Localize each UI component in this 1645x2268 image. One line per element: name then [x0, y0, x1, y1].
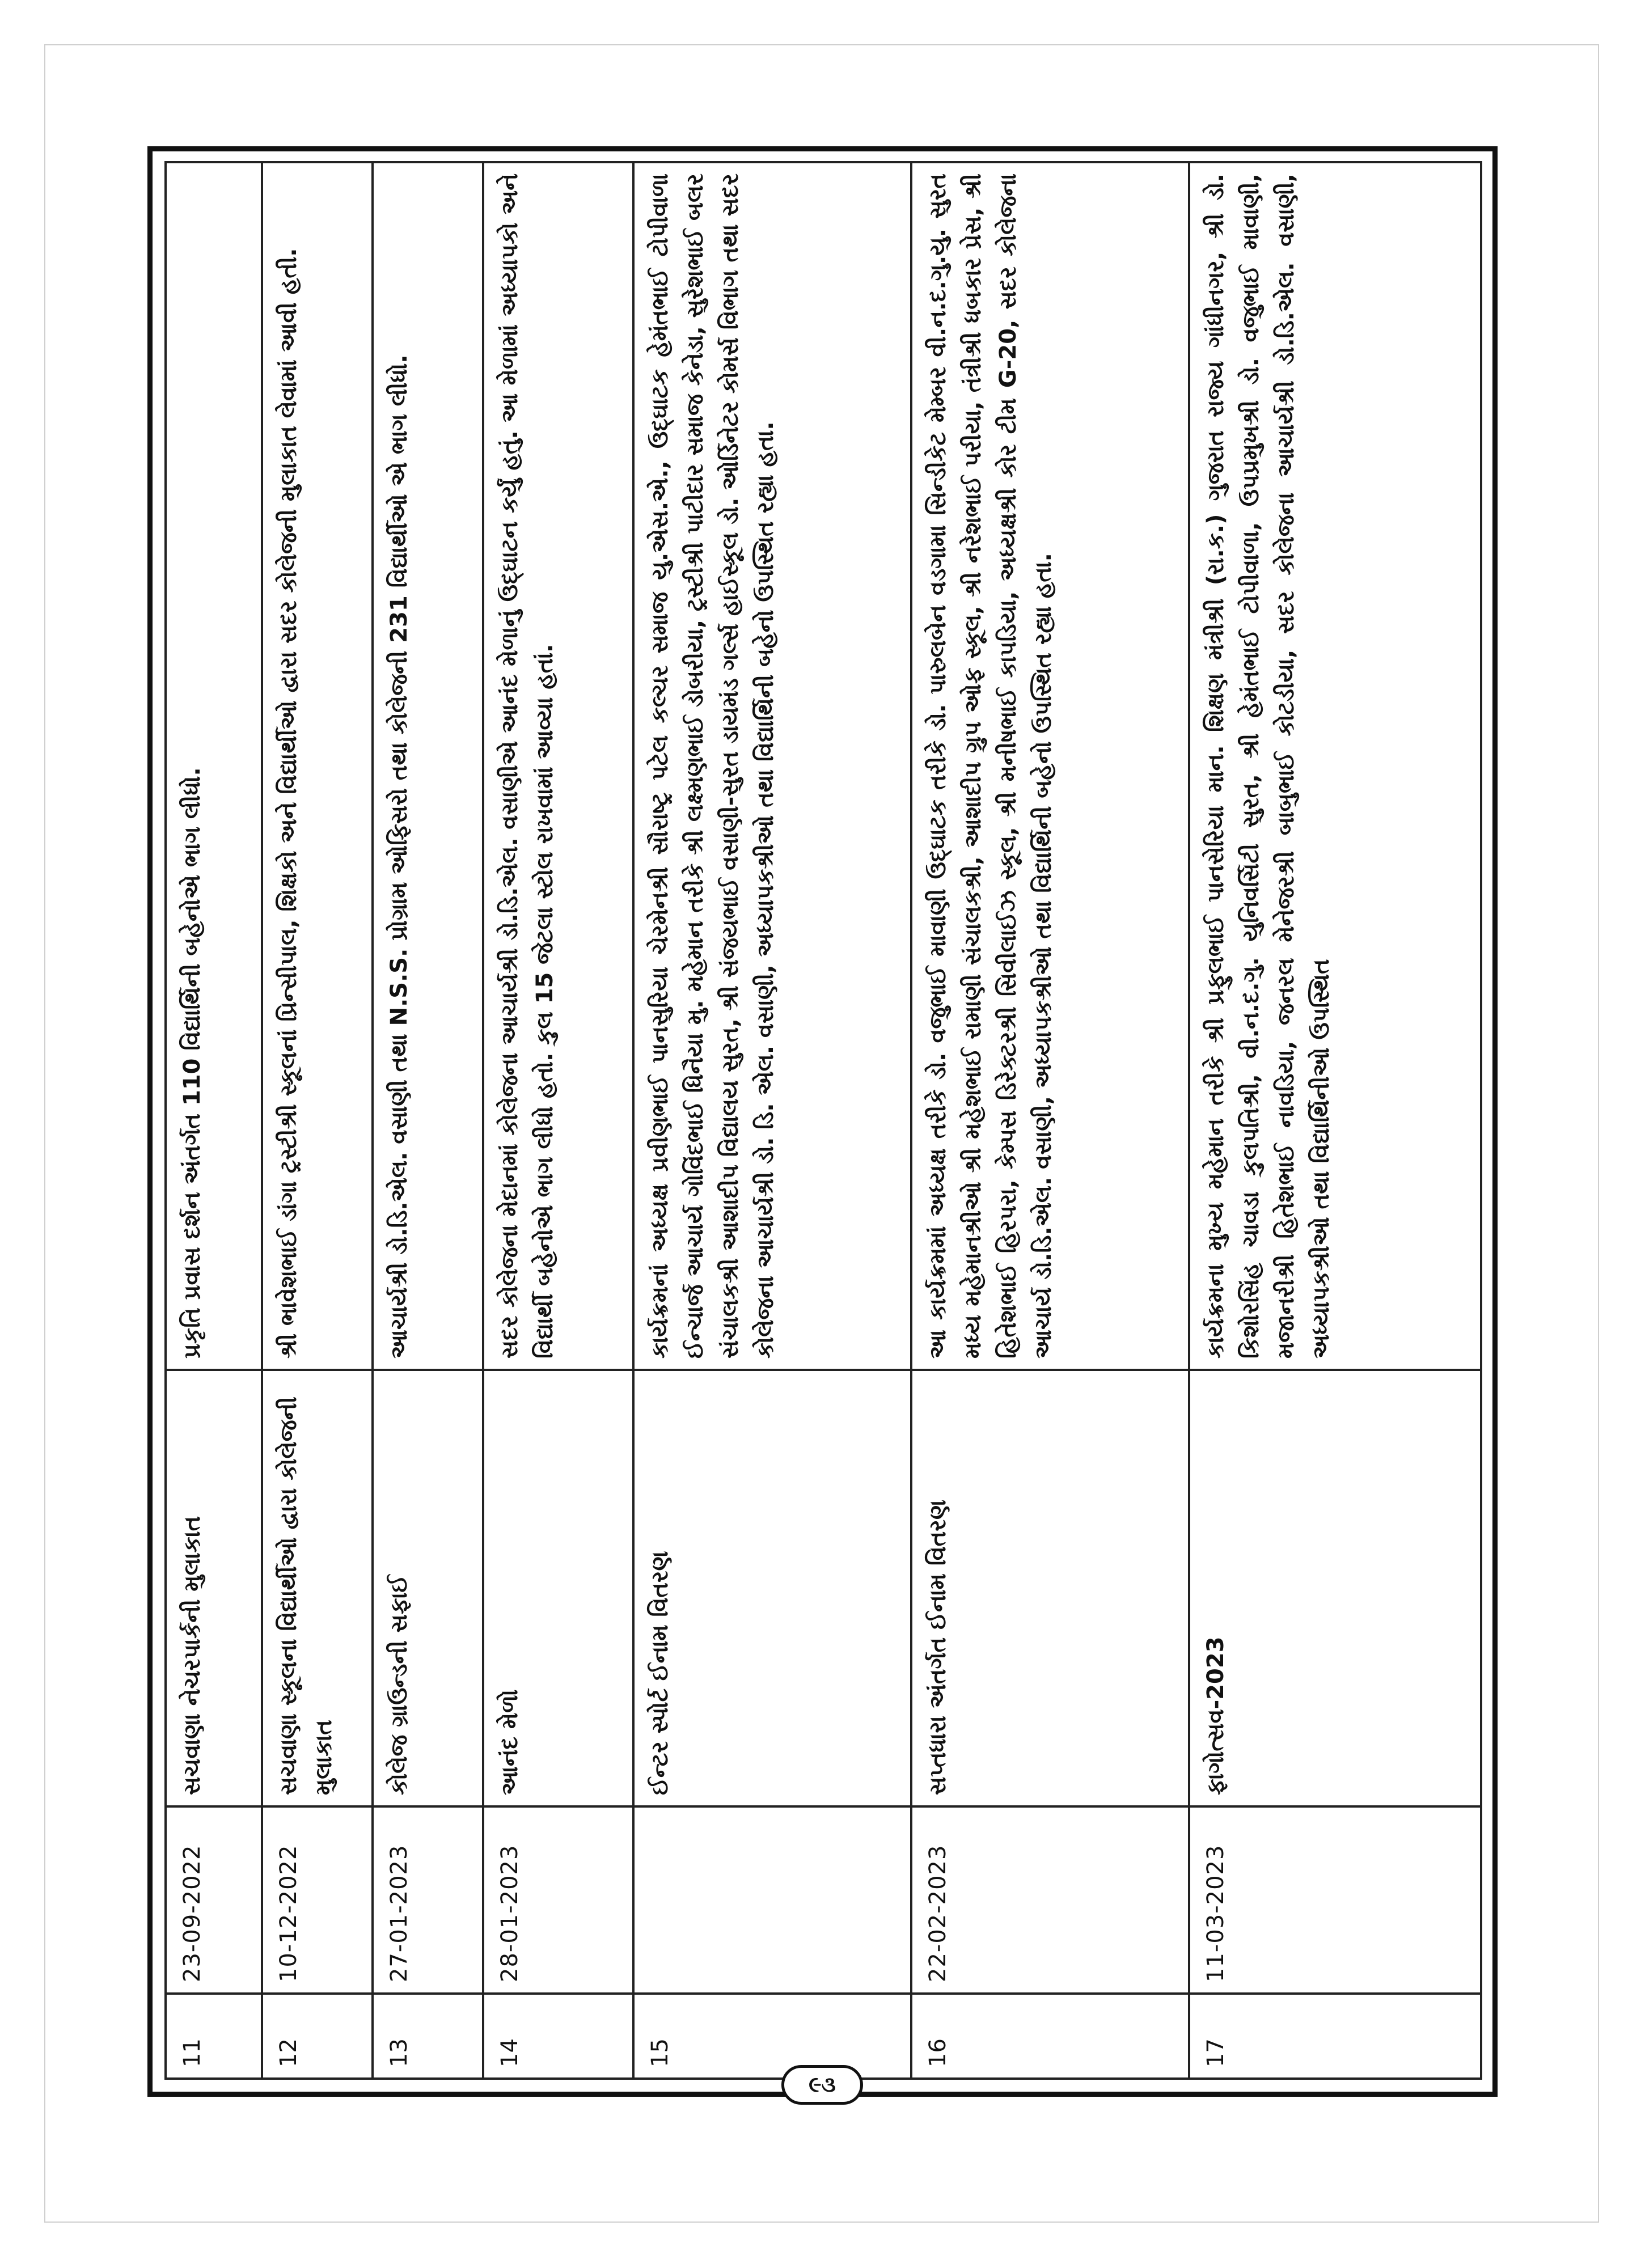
- row-detail: કાર્યક્રમનાં અધ્યક્ષ પ્રવીણભાઈ પાનસુરિયા ચેરમેનશ્રી સૌરાષ્ટ્ર પટેલ કલ્ચર સમાજ યુ.એસ.એ., ઉદ્ઘાટક હેમંતભાઈ ટોપીવાળા ઈન્ચાર્જ આચાર્ય ગોવિંદભાઈ ધિનૈયા મુ. મહેમાન તરીકે શ્રી લક્ષ્મણભાઈ ડોબરીયા, ટ્રસ્ટીશ્રી પાટીદાર સમાજ કેનેડા, સુરેશભાઈ બલર સંચાલકશ્રી આશાદીપ વિદ્યાલય સુરત, શ્રી સંજયભાઈ વસાણી-સુરત ડાયમંડ ગર્લ્સ હાઈસ્કૂલ ડો. ઓર્ડિનેટર કોમર્સ વિભાગ તથા સદર કોલેજના આચાર્યશ્રી ડો. ડિ. એલ. વસાણી, અધ્યાપકશ્રીઓ તથા વિદ્યાર્થિની બહેનો ઉપસ્થિત રહ્યા હતા.: [633, 162, 911, 1370]
- row-number: 16: [911, 1994, 1189, 2079]
- row-number: 14: [483, 1994, 633, 2079]
- row-detail: શ્રી ભાવેશભાઈ ડાંગા ટ્રસ્ટીશ્રી સ્કૂલનાં પ્રિન્સીપાલ, શિક્ષકો અને વિદ્યાર્થીઓ દ્વારા સદર કોલેજની મુલાકાત લેવામાં આવી હતી.: [262, 162, 373, 1370]
- page-number: ૯૩: [781, 2065, 863, 2105]
- row-number: 12: [262, 1994, 373, 2079]
- row-title: ઈન્ટર સ્પોર્ટ ઈનામ વિતરણ: [633, 1370, 911, 1806]
- row-number: 15: [633, 1994, 911, 2079]
- row-detail: કાર્યક્રમના મુખ્ય મહેમાન તરીકે શ્રી પ્રફુલભાઈ પાનસેરિયા માન. શિક્ષણ મંત્રીશ્રી (રા.ક.) ગુજરાત રાજ્ય ગાંધીનગર, શ્રી ડો. કિશોરસિંહ ચાવડા કુલપતિશ્રી, વી.ન.દ.ગુ. યુનિવર્સિટી સુરત, શ્રી હેમંતભાઈ ટોપીવાળા, ઉપપ્રમુખશ્રી ડો. વજુભાઈ માવાણી, મજાનરીશ્રી હિતેશભાઈ નાવડિયા, જનરલ મેનેજરશ્રી બાબુભાઈ કોટડીયા, સદર કોલેજના આચાર્યશ્રી ડો.ડિ.એલ. વસાણી, અધ્યાપકશ્રીઓ તથા વિદ્યાર્થિનીઓ ઉપસ્થિત: [1189, 162, 1481, 1370]
- row-date: 27-01-2023: [373, 1806, 483, 1994]
- row-date: [633, 1806, 911, 1994]
- table-row: [1189, 162, 1481, 2079]
- row-detail: પ્રકૃતિ પ્રવાસ દર્શન અંતર્ગત 110 વિદ્યાર્થિની બહેનોએ ભાગ લીધો.: [166, 162, 262, 1370]
- row-detail: આચાર્યશ્રી ડો.ડિ.એલ. વસાણી તથા N.S.S. પ્રોગ્રામ ઓફિસરો તથા કોલેજની 231 વિદ્યાર્થીઓ એ ભાગ લીધો.: [373, 162, 483, 1370]
- row-title: સપ્તધારા અંતર્ગત ઈનામ વિતરણ: [911, 1370, 1189, 1806]
- row-number: 11: [166, 1994, 262, 2079]
- row-date: 23-09-2022: [166, 1806, 262, 1994]
- row-detail: સદર કોલેજના મેદાનમાં કોલેજના આચાર્યશ્રી ડો.ડિ.એલ. વસાણીએ આનંદ મેળાનું ઉદ્ઘાટન કર્યું હતું. આ મેળામાં અધ્યાપકો અને વિદ્યાર્થી બહેનોએ ભાગ લીધો હતો. કુલ 15 જેટલા સ્ટોલ રાખવામાં આવ્યા હતાં.: [483, 162, 633, 1370]
- row-title: ફાગોત્સવ-2023: [1189, 1370, 1481, 1806]
- activity-table: [164, 161, 1482, 2080]
- table-row: [166, 162, 262, 2079]
- row-date: 11-03-2023: [1189, 1806, 1481, 1994]
- table-row: [373, 162, 483, 2079]
- table-row: [633, 162, 911, 2079]
- row-title: કોલેજ ગ્રાઉન્ડની સફાઈ: [373, 1370, 483, 1806]
- row-date: 28-01-2023: [483, 1806, 633, 1994]
- row-number: 13: [373, 1994, 483, 2079]
- row-date: 22-02-2023: [911, 1806, 1189, 1994]
- row-number: 17: [1189, 1994, 1481, 2079]
- table-row: [483, 162, 633, 2079]
- row-date: 10-12-2022: [262, 1806, 373, 1994]
- table-row: [262, 162, 373, 2079]
- rotated-content: [164, 163, 1480, 2080]
- row-title: સચવાણા નેચરપાર્કની મુલાકાત: [166, 1370, 262, 1806]
- row-title: આનંદ મેળો: [483, 1370, 633, 1806]
- table-row: [911, 162, 1189, 2079]
- row-detail: આ કાર્યક્રમમાં અધ્યક્ષ તરીકે ડો. વજુભાઈ માવાણી ઉદ્ઘાટક તરીકે ડો. પારુલબેન વડગામા સિન્ડીકેટ મેમ્બર વી.ન.દ.ગુ.યુ. સુરત મધ્ય મહેમાનશ્રીઓ શ્રી મહેશભાઈ રામાણી સંચાલકશ્રી, આશાદીપ ગ્રુપ ઓફ સ્કૂલ, શ્રી નરેશભાઈ પરીયા, તંત્રીશ્રી ધબકાર પ્રેસ, શ્રી હિતેશભાઈ હિરપરા, કેમ્પસ ડિરેક્ટરશ્રી સિવીલાઈઝ સ્કૂલ, શ્રી મનીષભાઈ કાપડિયા, અધ્યક્ષશ્રી કોર ટીમ G-20, સદર કોલેજના આચાર્ય ડો.ડિ.એલ. વસાણી, અધ્યાપકશ્રીઓ તથા વિદ્યાર્થિની બહેનો ઉપસ્થિત રહ્યા હતા.: [911, 162, 1189, 1370]
- row-title: સચવાણા સ્કૂલના વિદ્યાર્થીઓ દ્વારા કોલેજની મુલાકાત: [262, 1370, 373, 1806]
